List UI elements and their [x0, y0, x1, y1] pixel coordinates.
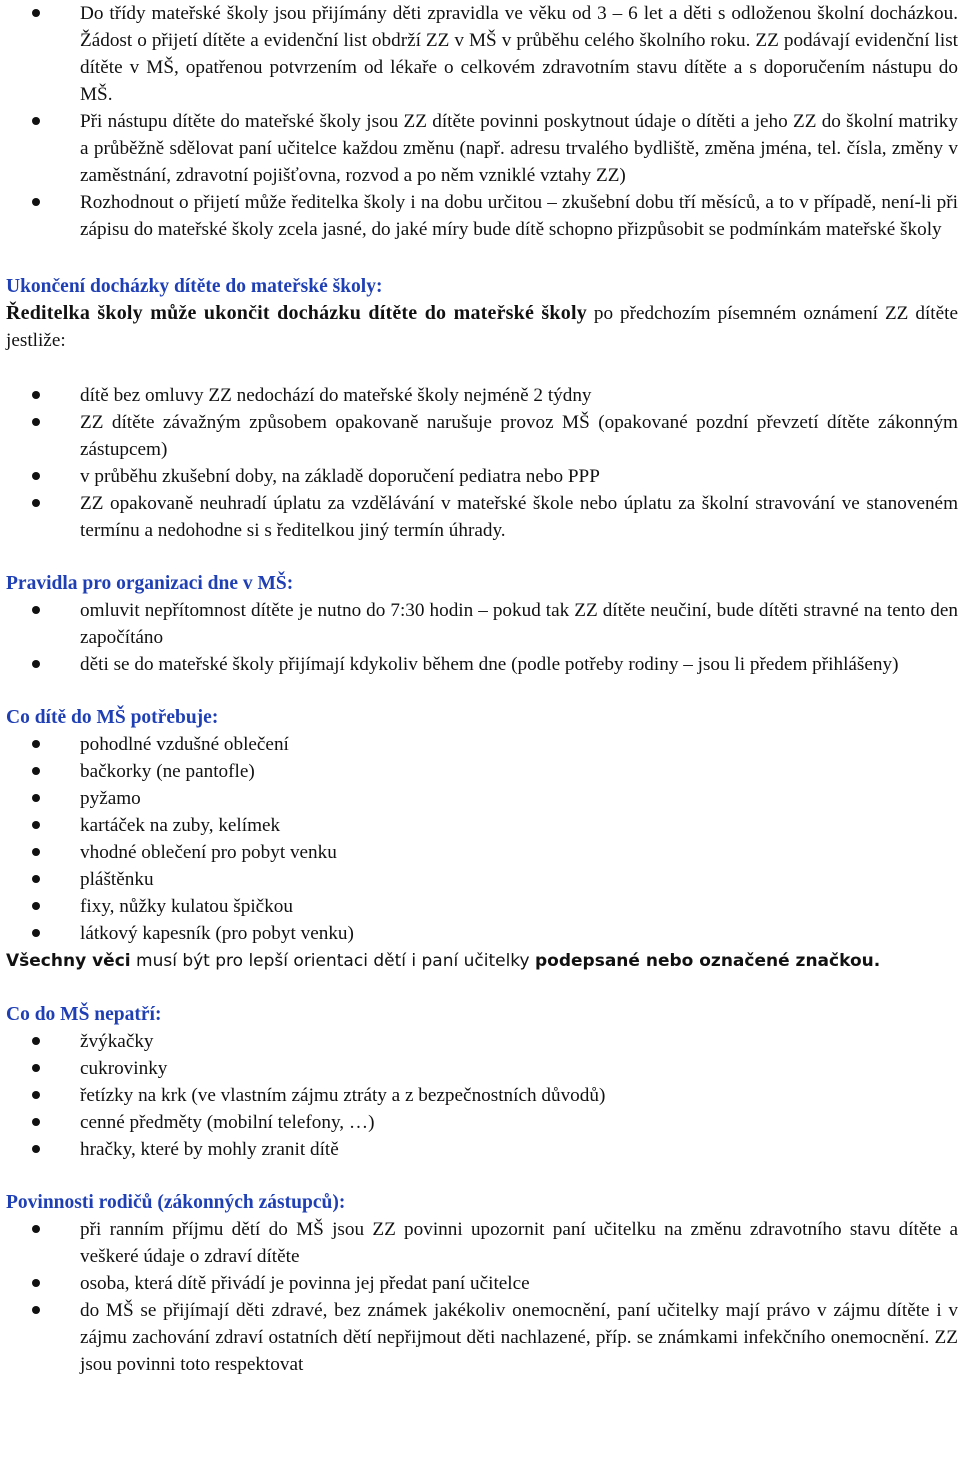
bullet-icon [32, 875, 40, 883]
list-item [0, 1136, 960, 1163]
bullet-icon [32, 902, 40, 910]
bullet-icon [32, 606, 40, 614]
list-item-text: žvýkačky [80, 1031, 154, 1052]
list-item [0, 1055, 960, 1082]
list-item-text: pyžamo [80, 788, 141, 809]
pravidla-list [0, 597, 960, 678]
list-item-text: Při nástupu dítěte do mateřské školy jsou ZZ dítěte povinni poskytnout údaje o dítěti a jeho ZZ do školní matriky a průběžně sdělovat paní učitelce každou změnu (např. adresu trvalého bydliště, změna jména, tel. čísla, změny v zaměstnání, zdravotní pojišťovna, rozvod a po něm vzniklé vztahy ZZ) [80, 111, 958, 186]
list-item-text: ZZ opakovaně neuhradí úplatu za vzdělávání v mateřské škole nebo úplatu za školní stravování ve stanoveném termínu a nedohodne si s ředitelkou jiný termín úhrady. [80, 493, 958, 541]
list-item-text: cukrovinky [80, 1058, 168, 1079]
list-item [0, 1028, 960, 1055]
bullet-icon [32, 9, 40, 17]
list-item [0, 382, 960, 409]
bullet-icon [32, 117, 40, 125]
list-item [0, 920, 960, 947]
list-item [0, 1082, 960, 1109]
bullet-icon [32, 821, 40, 829]
ukonceni-lead-bold: Ředitelka školy může ukončit docházku dítěte do mateřské školy [6, 302, 587, 324]
list-item-text: bačkorky (ne pantofle) [80, 761, 255, 782]
list-item-text: dítě bez omluvy ZZ nedochází do mateřské školy nejméně 2 týdny [80, 385, 592, 406]
list-item [0, 1109, 960, 1136]
list-item [0, 651, 960, 678]
list-item [0, 1216, 960, 1270]
bullet-icon [32, 198, 40, 206]
bullet-icon [32, 1118, 40, 1126]
potrebuje-note-bold-2: podepsané nebo označené značkou. [535, 951, 881, 971]
list-item-text: při ranním příjmu dětí do MŠ jsou ZZ povinni upozornit paní učitelku na změnu zdravotního stavu dítěte a veškeré údaje o zdraví dítěte [80, 1219, 958, 1267]
potrebuje-note [0, 947, 960, 975]
list-item [0, 597, 960, 651]
section-heading-ukonceni: Ukončení docházky dítěte do mateřské školy: [6, 276, 383, 297]
potrebuje-note-bold-1: Všechny věci [6, 951, 131, 971]
list-item-text: omluvit nepřítomnost dítěte je nutno do 7:30 hodin – pokud tak ZZ dítěte neučiní, bude dítěti stravné na tento den započítáno [80, 600, 958, 648]
potrebuje-list [0, 731, 960, 947]
list-item-text: ZZ dítěte závažným způsobem opakovaně narušuje provoz MŠ (opakované pozdní převzetí dítěte zákonným zástupcem) [80, 412, 958, 460]
list-item [0, 1270, 960, 1297]
list-item-text: osoba, která dítě přivádí je povinna jej předat paní učitelce [80, 1273, 530, 1294]
ukonceni-lead [0, 300, 960, 354]
ukonceni-lead-rest: po předchozím písemném oznámení ZZ dítěte jestliže: [6, 303, 958, 351]
povinnosti-list [0, 1216, 960, 1378]
list-item [0, 463, 960, 490]
bullet-icon [32, 1306, 40, 1314]
bullet-icon [32, 740, 40, 748]
section-heading-povinnosti: Povinnosti rodičů (zákonných zástupců): [6, 1192, 346, 1213]
list-item-text: děti se do mateřské školy přijímají kdykoliv během dne (podle potřeby rodiny – jsou li předem přihlášeny) [80, 654, 899, 675]
list-item [0, 866, 960, 893]
bullet-icon [32, 848, 40, 856]
list-item [0, 785, 960, 812]
list-item-text: řetízky na krk (ve vlastním zájmu ztráty a z bezpečnostních důvodů) [80, 1085, 606, 1106]
list-item-text: Rozhodnout o přijetí může ředitelka školy i na dobu určitou – zkušební dobu tří měsíců, a to v případě, není-li při zápisu do mateřské školy zcela jasné, do jaké míry bude dítě schopno přizpůsobit se podmínkám mateřské školy [80, 192, 958, 240]
list-item-text: vhodné oblečení pro pobyt venku [80, 842, 337, 863]
list-item [0, 108, 960, 189]
bullet-icon [32, 794, 40, 802]
list-item [0, 189, 960, 243]
intro-list [0, 0, 960, 243]
list-item [0, 893, 960, 920]
nepatri-list [0, 1028, 960, 1163]
list-item [0, 758, 960, 785]
list-item-text: do MŠ se přijímají děti zdravé, bez známek jakékoliv onemocnění, paní učitelky mají právo v zájmu dítěte i v zájmu zachování zdraví ostatních dětí nepřijmout děti nachlazené, příp. se známkami infekčního onemocnění. ZZ jsou povinni toto respektovat [80, 1300, 958, 1375]
section-heading-potrebuje: Co dítě do MŠ potřebuje: [6, 707, 219, 728]
list-item [0, 0, 960, 108]
list-item [0, 812, 960, 839]
list-item [0, 1297, 960, 1378]
bullet-icon [32, 418, 40, 426]
list-item-text: hračky, které by mohly zranit dítě [80, 1139, 339, 1160]
list-item-text: Do třídy mateřské školy jsou přijímány děti zpravidla ve věku od 3 – 6 let a děti s odloženou školní docházkou. Žádost o přijetí dítěte a evidenční list obdrží ZZ v MŠ v průběhu celého školního roku. ZZ podávají evidenční list dítěte v MŠ, opatřenou potvrzením od lékaře o celkovém zdravotním stavu dítěte a s doporučením nástupu do MŠ. [80, 3, 958, 105]
bullet-icon [32, 1279, 40, 1287]
bullet-icon [32, 499, 40, 507]
bullet-icon [32, 929, 40, 937]
list-item-text: v průběhu zkušební doby, na základě doporučení pediatra nebo PPP [80, 466, 600, 487]
bullet-icon [32, 472, 40, 480]
list-item-text: cenné předměty (mobilní telefony, …) [80, 1112, 375, 1133]
list-item-text: látkový kapesník (pro pobyt venku) [80, 923, 354, 944]
list-item-text: pláštěnku [80, 869, 154, 890]
list-item-text: pohodlné vzdušné oblečení [80, 734, 289, 755]
list-item [0, 731, 960, 758]
list-item [0, 409, 960, 463]
section-heading-pravidla: Pravidla pro organizaci dne v MŠ: [6, 573, 294, 594]
ukonceni-list [0, 382, 960, 544]
bullet-icon [32, 1037, 40, 1045]
list-item-text: fixy, nůžky kulatou špičkou [80, 896, 293, 917]
bullet-icon [32, 1091, 40, 1099]
bullet-icon [32, 660, 40, 668]
list-item [0, 839, 960, 866]
bullet-icon [32, 391, 40, 399]
bullet-icon [32, 1064, 40, 1072]
list-item-text: kartáček na zuby, kelímek [80, 815, 281, 836]
bullet-icon [32, 1225, 40, 1233]
section-heading-nepatri: Co do MŠ nepatří: [6, 1004, 162, 1025]
potrebuje-note-mid: musí být pro lepší orientaci dětí i paní učitelky [130, 951, 535, 971]
bullet-icon [32, 1145, 40, 1153]
list-item [0, 490, 960, 544]
bullet-icon [32, 767, 40, 775]
